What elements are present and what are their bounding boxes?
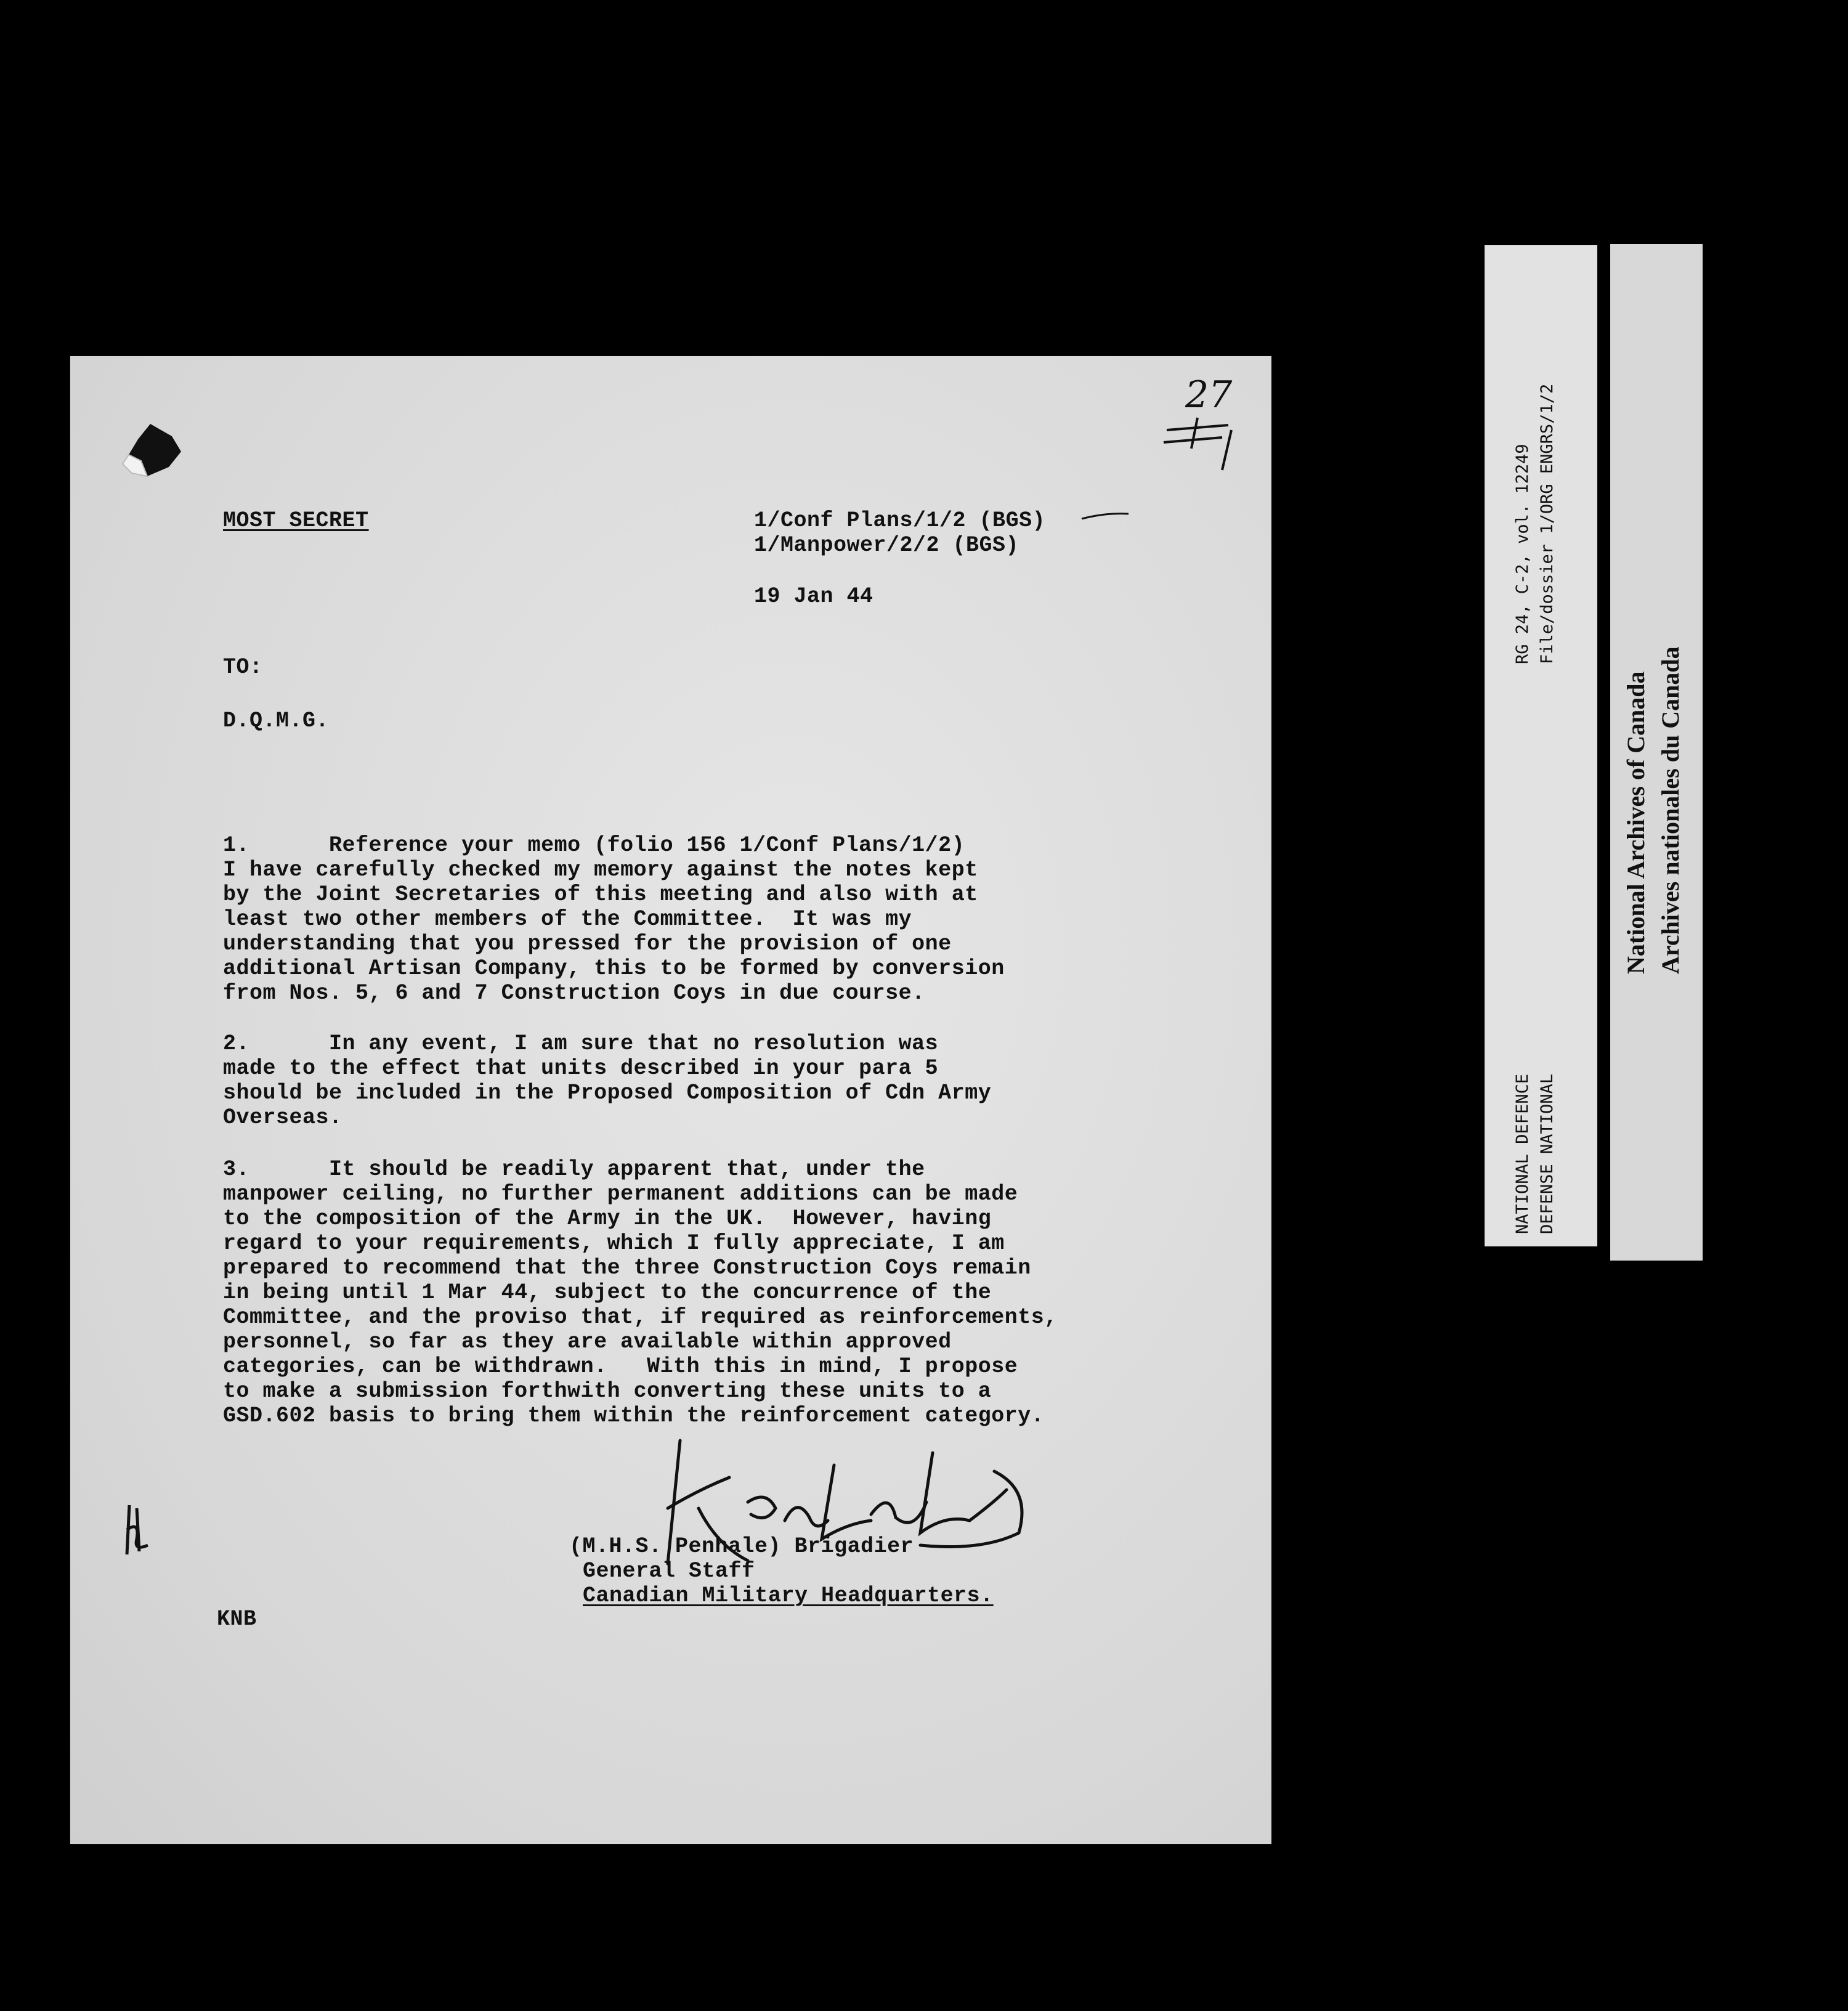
signatory-title: General Staff [583,1559,755,1583]
paragraph-line: personnel, so far as they are available within approved [223,1330,952,1354]
punch-hole-mark [113,418,187,485]
paragraph-line: categories, can be withdrawn. With this in mind, I propose [223,1354,1018,1379]
paragraph-1 [223,833,1005,1006]
file-reference-1: 1/Conf Plans/1/2 (BGS) [754,508,1046,533]
paragraph-line: least two other members of the Committee. It was my [223,907,912,932]
letter-page [70,356,1271,1844]
paragraph-3 [223,1157,1058,1428]
letter-date: 19 Jan 44 [754,584,873,609]
file-reference-2: 1/Manpower/2/2 (BGS) [754,533,1019,558]
folio-strike-marks [1161,412,1247,473]
paragraph-line: understanding that you pressed for the provision of one [223,932,952,956]
signatory-name: (M.H.S. Penhale) Brigadier [569,1534,914,1559]
classification-heading: MOST SECRET [223,508,369,533]
paragraph-line: additional Artisan Company, this to be formed by conversion [223,956,1005,981]
paragraph-line: 1. Reference your memo (folio 156 1/Conf Plans/1/2) [223,833,965,858]
paragraph-line: 2. In any event, I am sure that no resolution was [223,1031,939,1056]
paragraph-line: prepared to recommend that the three Construction Coys remain [223,1256,1031,1280]
typist-initials: KNB [217,1607,257,1631]
paragraph-line: Overseas. [223,1105,342,1130]
paragraph-line: to the composition of the Army in the UK. However, having [223,1206,992,1231]
paragraph-line: by the Joint Secretaries of this meeting and also with at [223,882,978,907]
paragraph-line: to make a submission forthwith converting these units to a [223,1379,992,1404]
archive-reference-line-1: RG 24, C-2, vol. 12249 [1513,444,1532,664]
folio-number: 27 [1185,373,1233,416]
archives-name-french: Archives nationales du Canada [1656,646,1684,974]
reference-pen-stroke [1080,511,1130,524]
department-line-1: NATIONAL DEFENCE [1513,1073,1532,1234]
archives-name-english: National Archives of Canada [1622,671,1650,974]
paragraph-2 [223,1031,991,1130]
to-label: TO: [223,655,263,680]
paragraph-line: 3. It should be readily apparent that, under the [223,1157,925,1182]
margin-initial-mark [118,1502,155,1558]
paragraph-line: made to the effect that units described in your para 5 [223,1056,939,1081]
paragraph-line: in being until 1 Mar 44, subject to the concurrence of the [223,1280,992,1305]
national-archives-label [1610,244,1703,1261]
paragraph-line: should be included in the Proposed Composition of Cdn Army [223,1081,992,1105]
addressee: D.Q.M.G. [223,709,330,733]
paragraph-line: I have carefully checked my memory against the notes kept [223,858,978,882]
paragraph-line: Committee, and the proviso that, if required as reinforcements, [223,1305,1058,1330]
paragraph-line: from Nos. 5, 6 and 7 Construction Coys in due course. [223,981,925,1006]
archive-reference-label [1485,245,1597,1246]
department-line-2: DEFENSE NATIONAL [1538,1073,1557,1234]
paragraph-line: GSD.602 basis to bring them within the reinforcement category. [223,1404,1045,1428]
paragraph-line: regard to your requirements, which I fully appreciate, I am [223,1231,1005,1256]
signatory-organization: Canadian Military Headquarters. [583,1583,994,1608]
archive-reference-line-2: File/dossier 1/ORG ENGRS/1/2 [1538,383,1557,664]
paragraph-line: manpower ceiling, no further permanent additions can be made [223,1182,1018,1206]
